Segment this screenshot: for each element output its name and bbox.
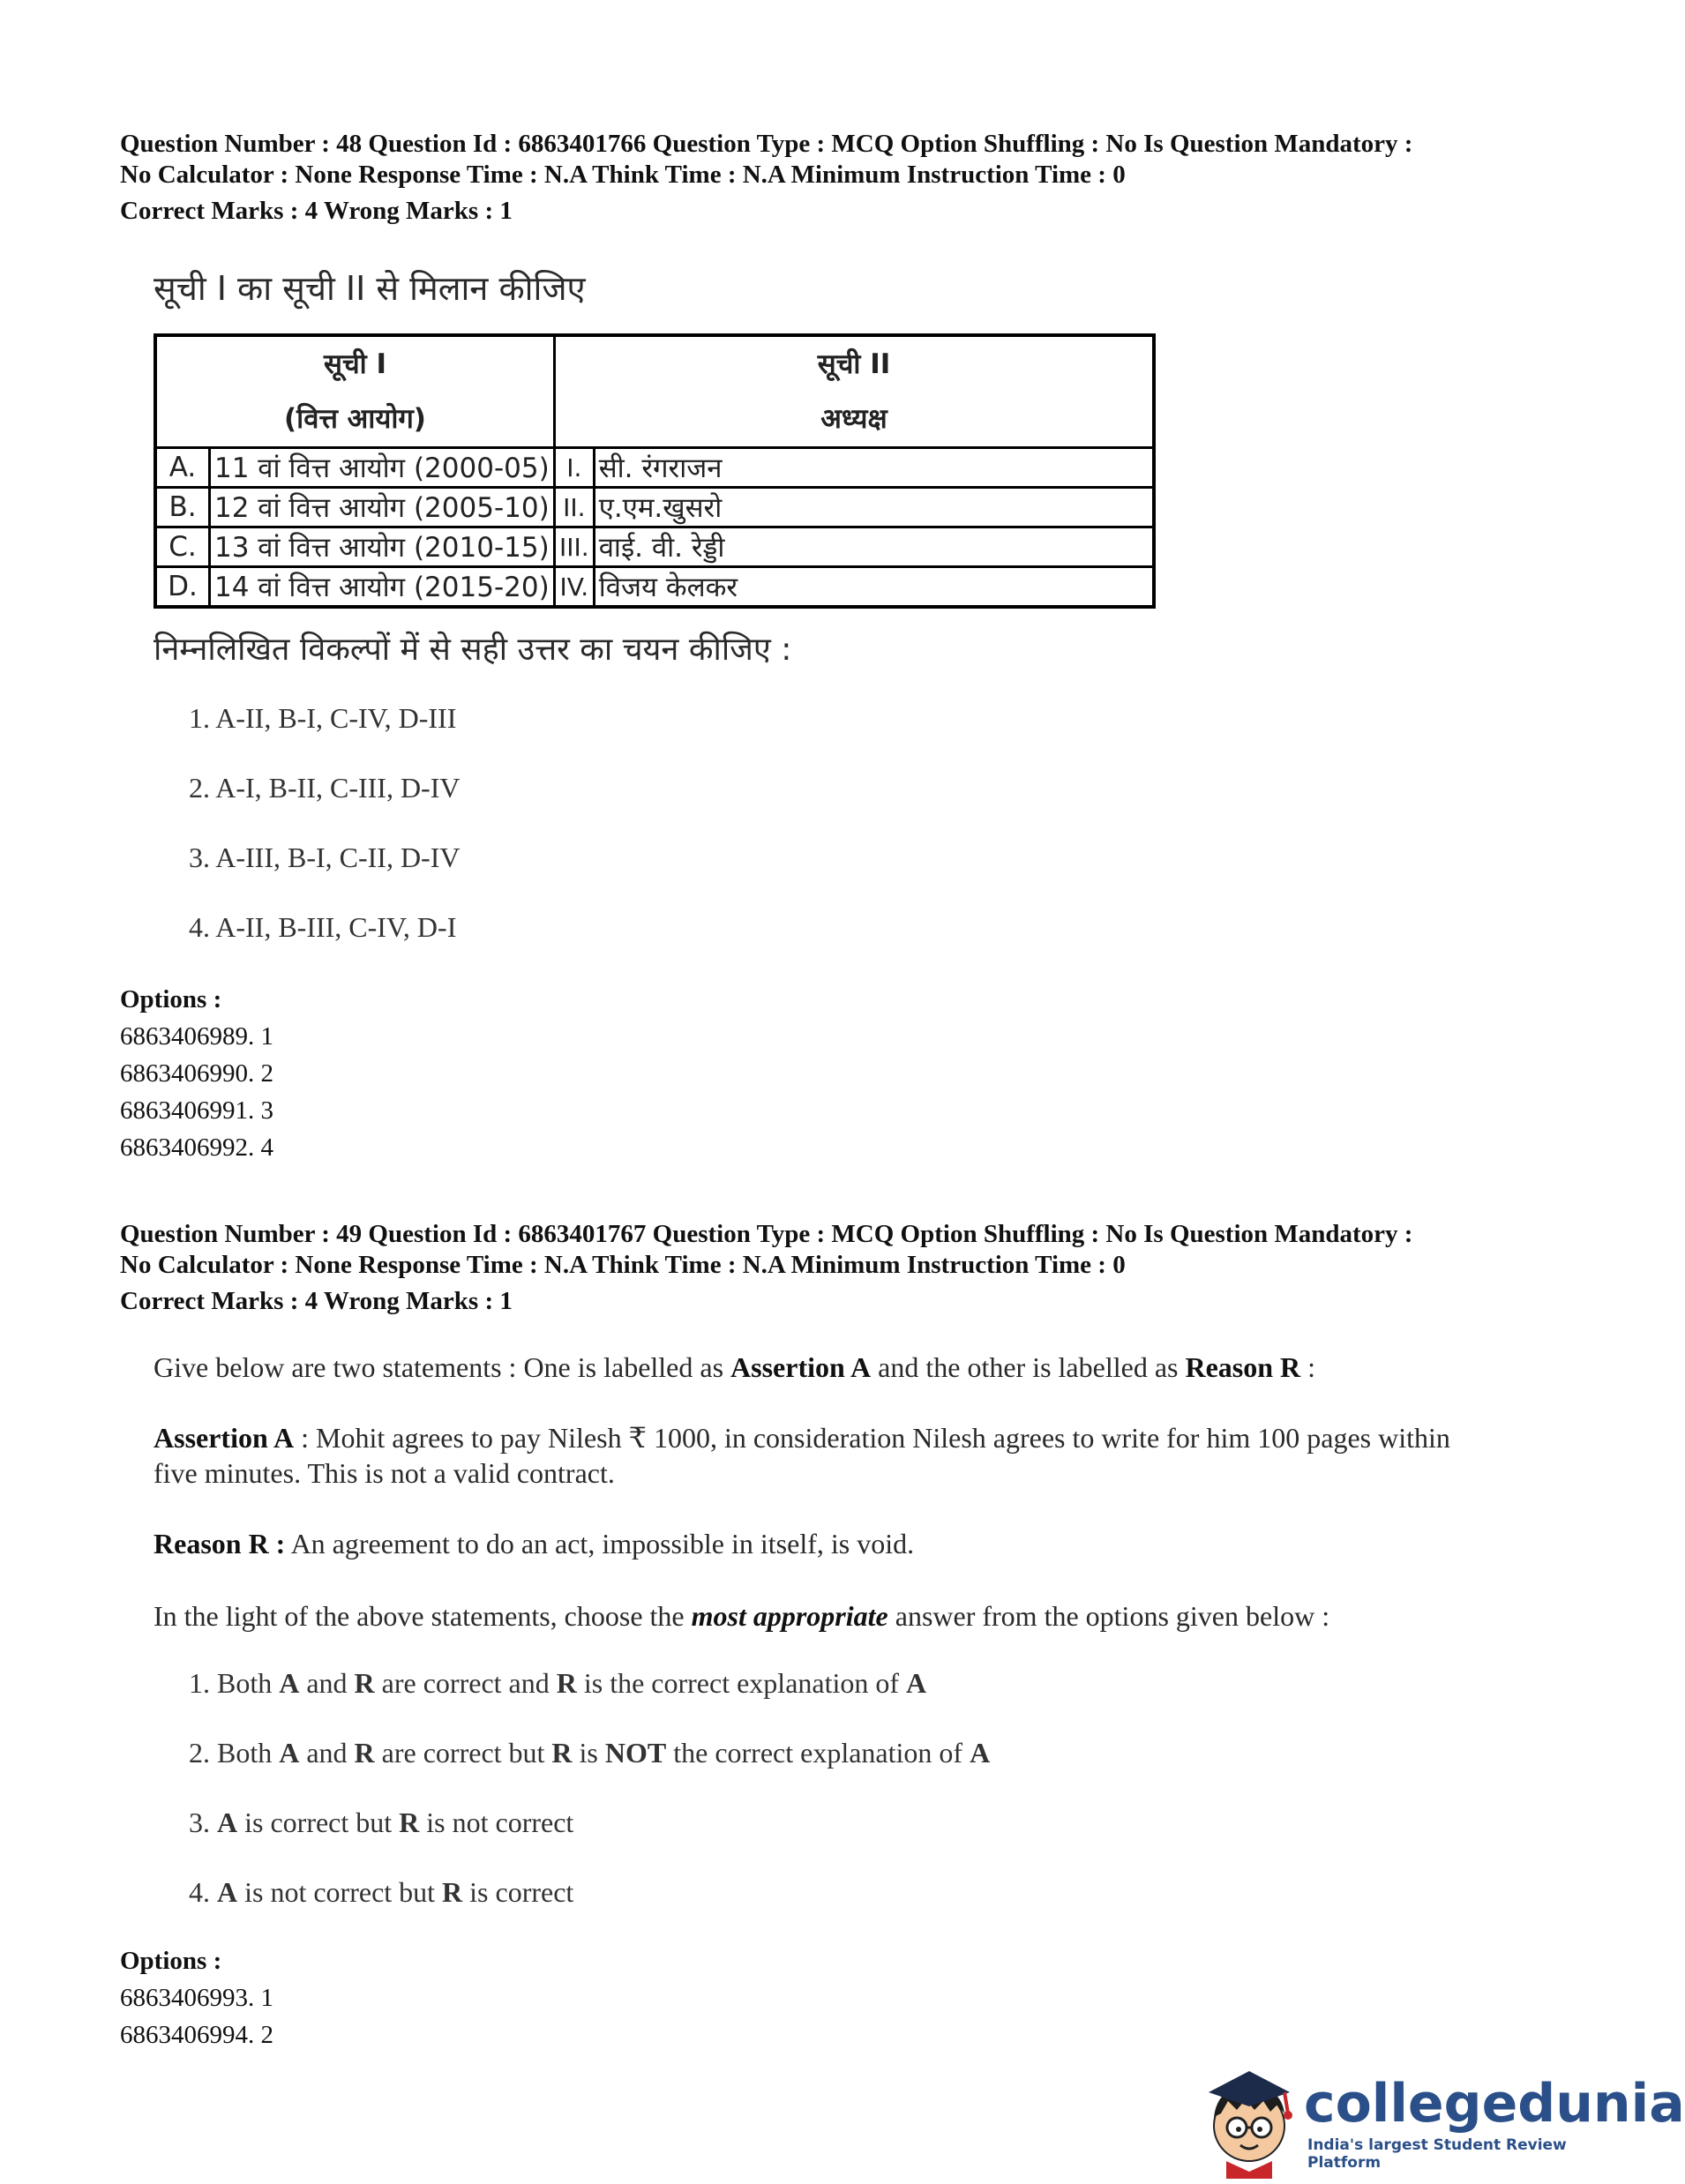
question-49-choice-4: 4. A is not correct but R is correct [189, 1876, 574, 1908]
commission-cell: 13 वां वित्त आयोग (2010-15) [210, 527, 555, 567]
table-row [155, 448, 1154, 488]
row-letter: C. [155, 527, 210, 567]
option-id: 6863406990. 2 [120, 1059, 273, 1088]
chair-cell: सी. रंगराजन [594, 448, 1154, 488]
question-48-meta-line-2: No Calculator : None Response Time : N.A Think Time : N.A Minimum Instruction Time : 0 [120, 161, 1126, 189]
commission-cell: 12 वां वित्त आयोग (2005-10) [210, 488, 555, 527]
chair-cell: वाई. वी. रेड्डी [594, 527, 1154, 567]
matching-table [154, 333, 1156, 609]
question-49-meta [120, 1219, 1412, 1317]
option-id: 6863406993. 1 [120, 1984, 273, 2012]
commission-cell: 11 वां वित्त आयोग (2000-05) [210, 448, 555, 488]
table-row [155, 527, 1154, 567]
logo-tagline: India's largest Student Review Platform [1307, 2136, 1567, 2172]
question-48-marks: Correct Marks : 4 Wrong Marks : 1 [120, 197, 513, 225]
question-48-meta-line-1: Question Number : 48 Question Id : 6863401766 Question Type : MCQ Option Shuffling : No Is Question Mandatory : [120, 130, 1413, 158]
question-48-choice-2: 2. A-I, B-II, C-III, D-IV [189, 772, 461, 804]
question-48-choice-3: 3. A-III, B-I, C-II, D-IV [189, 841, 461, 873]
question-49-meta-line-2: No Calculator : None Response Time : N.A Think Time : N.A Minimum Instruction Time : 0 [120, 1251, 1126, 1279]
question-48-prompt: निम्नलिखित विकल्पों में से सही उत्तर का चयन कीजिए : [154, 632, 792, 668]
collegedunia-logo [1200, 2055, 1685, 2179]
chair-cell: विजय केलकर [594, 567, 1154, 608]
question-49-choice-3: 3. A is correct but R is not correct [189, 1806, 574, 1838]
list-1-header: सूची I (वित्त आयोग) [155, 335, 555, 448]
question-49-intro: Give below are two statements : One is labelled as Assertion A and the other is labelled as Reason R : [154, 1351, 1316, 1383]
question-48-options [120, 981, 273, 1166]
question-48-meta [120, 129, 1412, 227]
logo-wordmark: collegedunia [1304, 2073, 1685, 2135]
option-id: 6863406989. 1 [120, 1022, 273, 1051]
question-48-choice-4: 4. A-II, B-III, C-IV, D-I [189, 911, 457, 943]
row-roman: II. [555, 488, 595, 527]
reason-statement: Reason R : An agreement to do an act, impossible in itself, is void. [154, 1528, 915, 1559]
question-49-choice-1: 1. Both A and R are correct and R is the correct explanation of A [189, 1667, 927, 1699]
row-letter: A. [155, 448, 210, 488]
question-49-marks: Correct Marks : 4 Wrong Marks : 1 [120, 1287, 513, 1315]
row-letter: B. [155, 488, 210, 527]
option-id: 6863406992. 4 [120, 1133, 273, 1162]
option-id: 6863406994. 2 [120, 2021, 273, 2049]
list-2-header: सूची II अध्यक्ष [555, 335, 1155, 448]
question-49-choice-2: 2. Both A and R are correct but R is NOT the correct explanation of A [189, 1737, 991, 1769]
commission-cell: 14 वां वित्त आयोग (2015-20) [210, 567, 555, 608]
row-roman: III. [555, 527, 595, 567]
question-49-prompt: In the light of the above statements, choose the most appropriate answer from the options given below : [154, 1600, 1330, 1632]
question-48-title: सूची I का सूची II से मिलान कीजिए [154, 269, 586, 308]
table-row [155, 488, 1154, 527]
assertion-statement: Assertion A : Mohit agrees to pay Nilesh ₹ 1000, in consideration Nilesh agrees to write for him 100 pages within five minutes. This is not a valid contract. [154, 1422, 1450, 1489]
row-roman: IV. [555, 567, 595, 608]
question-49-options [120, 1942, 273, 2053]
question-49-meta-line-1: Question Number : 49 Question Id : 6863401767 Question Type : MCQ Option Shuffling : No Is Question Mandatory : [120, 1220, 1413, 1248]
option-id: 6863406991. 3 [120, 1096, 273, 1125]
table-row [155, 567, 1154, 608]
row-letter: D. [155, 567, 210, 608]
options-heading: Options : [120, 985, 222, 1013]
matching-table-header [155, 335, 1154, 448]
row-roman: I. [555, 448, 595, 488]
chair-cell: ए.एम.खुसरो [594, 488, 1154, 527]
question-48-choice-1: 1. A-II, B-I, C-IV, D-III [189, 702, 457, 734]
options-heading: Options : [120, 1947, 222, 1975]
